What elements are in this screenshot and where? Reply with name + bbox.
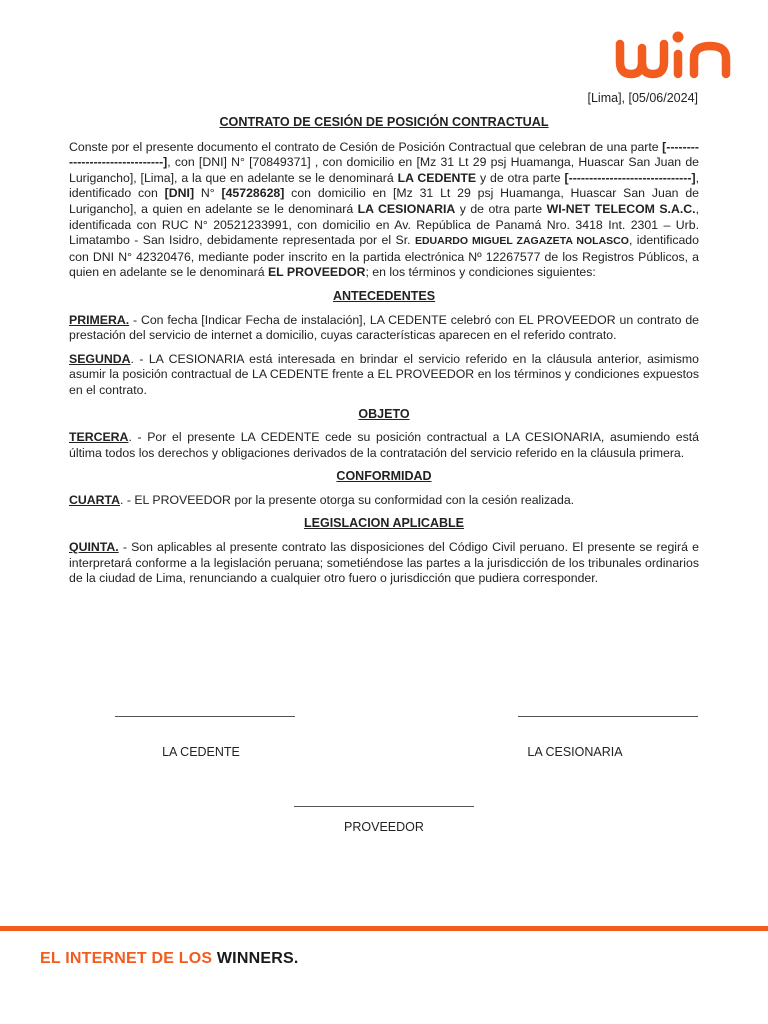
intro-text: con domicilio en [Mz 31 Lt 29 psj Huamanga, Huascar San Juan de Lurigancho], a quien en adelante se le denominará [69,186,699,216]
footer-accent-bar [0,926,768,931]
section-objeto: OBJETO [358,406,410,421]
clause-label: CUARTA [69,492,121,507]
section-legislacion: LEGISLACION APLICABLE [304,516,464,531]
signature-label-cedente: LA CEDENTE [162,745,240,759]
win-logo [614,30,742,80]
signature-line-cesionaria [518,716,698,717]
intro-paragraph [69,140,699,281]
clause-label: QUINTA. [69,540,119,555]
representative-name: EDUARDO MIGUEL ZAGAZETA NOLASCO [414,235,629,248]
clause-text: - Son aplicables al presente contrato las disposiciones del Código Civil peruano. El presente se regirá e interpretará conforme a la legislación peruana; sometiéndose las partes a la jurisdicción de los tribunales ordinarios de la ciudad de Lima, renunciando a cualquier otro fuero o jurisdicción que pudiera corresponder. [69,540,699,586]
company-name: WI-NET TELECOM S.A.C. [546,201,696,216]
cedente-term: LA CEDENTE [397,170,477,185]
clause-label: PRIMERA. [69,312,130,327]
cesionaria-term: LA CESIONARIA [357,201,456,216]
section-conformidad: CONFORMIDAD [336,469,432,484]
signature-line-cedente [115,716,295,717]
document-title: CONTRATO DE CESIÓN DE POSICIÓN CONTRACTUAL [219,115,549,129]
section-antecedentes: ANTECEDENTES [332,288,436,303]
signature-line-proveedor [294,806,474,807]
proveedor-term: EL PROVEEDOR [267,265,366,280]
intro-text: N° [194,186,222,201]
signature-label-proveedor: PROVEEDOR [344,820,424,834]
intro-text: y de otra parte [476,170,565,185]
contract-body [69,115,699,595]
slogan-part1: EL INTERNET DE LOS [40,950,213,967]
footer-slogan [40,950,298,968]
clause-text: - Con fecha [Indicar Fecha de instalación], LA CEDENTE celebró con EL PROVEEDOR un contrato de prestación del servicio de internet a domicilio, cuyas características aparecen en el referido contrato. [69,312,699,343]
clause-tercera [69,430,699,461]
clause-label: SEGUNDA [69,351,131,366]
clause-text: . - LA CESIONARIA está interesada en brindar el servicio referido en la cláusula anterior, asimismo asumir la posición contractual de LA CEDENTE frente a EL PROVEEDOR en los términos y condiciones expuestos en el contrato. [69,351,699,397]
slogan-part2: WINNERS. [216,950,299,967]
doc-type: [DNI] [164,186,195,201]
clause-text: . - Por el presente LA CEDENTE cede su posición contractual a LA CESIONARIA, asumiendo está última todos los derechos y obligaciones derivados de la contratación del servicio referido en la cláusula primera. [69,430,699,460]
signature-label-cesionaria: LA CESIONARIA [527,745,623,759]
document-date: [Lima], [05/06/2024] [587,91,698,105]
clause-cuarta [69,493,699,509]
clause-text: . - EL PROVEEDOR por la presente otorga su conformidad con la cesión realizada. [120,492,575,507]
clause-quinta [69,540,699,587]
intro-text: y de otra parte [455,201,547,216]
intro-text: , identificado con [69,170,699,201]
intro-text: ; en los términos y condiciones siguientes: [365,265,596,280]
intro-text: Conste por el presente documento el contrato de Cesión de Posición Contractual que celebran de una parte [69,139,663,154]
intro-text: , identificado con DNI N° 42320476, mediante poder inscrito en la partida electrónica Nº 12267577 de los Registros Públicos, a quien en adelante se le denominará [69,233,699,280]
clause-segunda [69,352,699,399]
clause-primera [69,313,699,344]
doc-number: [45728628] [221,186,285,201]
clause-label: TERCERA [69,430,129,445]
cedente-name-placeholder: [-------------------------------] [69,139,699,170]
cesionaria-name-placeholder: [------------------------------] [564,170,696,185]
intro-text: , identificada con RUC N° 20521233991, con domicilio en Av. República de Panamá Nro. 3418 Int. 2301 – Urb. Limatambo - San Isidro, debidamente representada por el Sr. [69,201,699,248]
intro-text: , con [DNI] N° [70849371] , con domicilio en [Mz 31 Lt 29 psj Huamanga, Huascar San Juan de Lurigancho], [Lima], a la que en adelante se le denominará [69,155,699,185]
